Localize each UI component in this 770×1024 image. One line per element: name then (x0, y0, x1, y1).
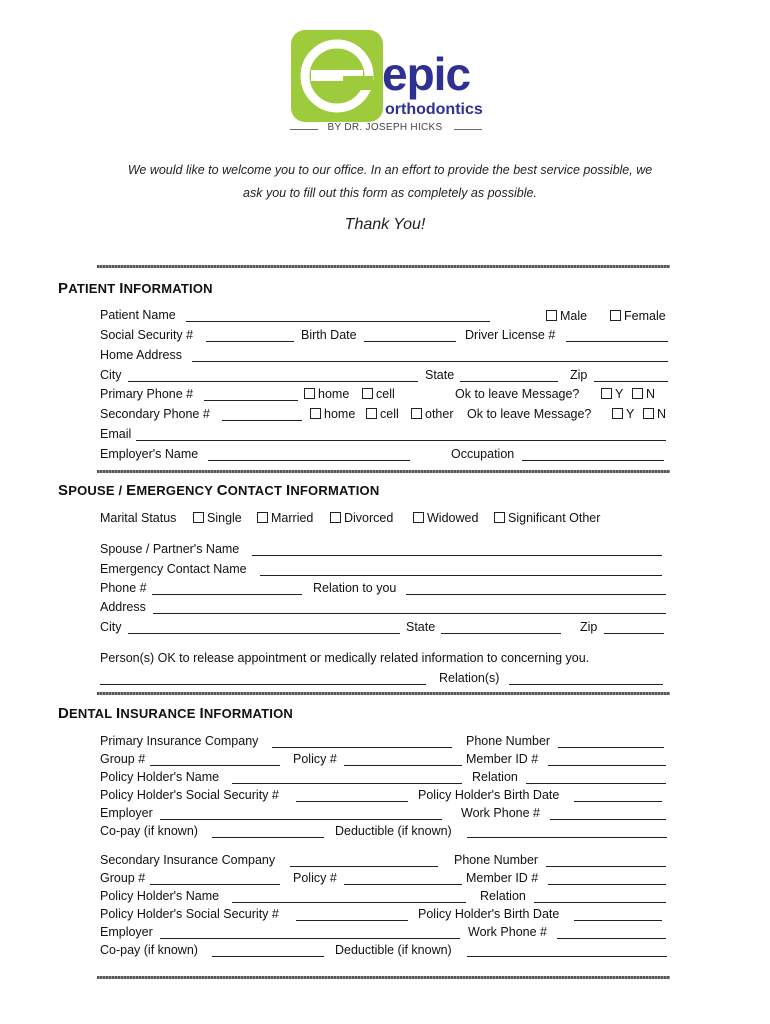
male-checkbox[interactable] (546, 310, 557, 321)
employer-field[interactable] (208, 460, 410, 461)
patient-heading: PATIENT INFORMATION (58, 280, 213, 297)
secondary-copay-label: Co-pay (if known) (100, 943, 198, 957)
primary-phone-field[interactable] (204, 400, 298, 401)
secondary-holder-birth-label: Policy Holder's Birth Date (418, 907, 560, 921)
patient-name-field[interactable] (186, 321, 490, 322)
spouse-address-field[interactable] (153, 613, 666, 614)
zip-field[interactable] (594, 381, 668, 382)
intro-line-2: ask you to fill out this form as completely as possible. (243, 186, 537, 200)
patient-name-label: Patient Name (100, 308, 176, 322)
secondary-cell-option[interactable]: cell (366, 406, 399, 422)
checkbox[interactable] (601, 388, 612, 399)
primary-holder-name-field[interactable] (232, 783, 462, 784)
divider (97, 976, 670, 979)
primary-policy-field[interactable] (344, 765, 462, 766)
state-label: State (425, 368, 455, 382)
secondary-phone-field[interactable] (222, 420, 302, 421)
primary-no-option[interactable]: N (632, 386, 655, 402)
partner-name-field[interactable] (252, 555, 662, 556)
checkbox[interactable] (413, 512, 424, 523)
secondary-group-label: Group # (100, 871, 146, 885)
primary-phone-number-field[interactable] (558, 747, 664, 748)
occupation-field[interactable] (522, 460, 664, 461)
secondary-yes-option[interactable]: Y (612, 406, 634, 422)
primary-holder-birth-label: Policy Holder's Birth Date (418, 788, 560, 802)
secondary-work-phone-label: Work Phone # (468, 925, 547, 939)
primary-member-id-label: Member ID # (466, 752, 539, 766)
primary-deductible-field[interactable] (467, 837, 667, 838)
secondary-company-field[interactable] (290, 866, 438, 867)
marital-status-label: Marital Status (100, 511, 177, 525)
employer-label: Employer's Name (100, 447, 199, 461)
primary-home-option[interactable]: home (304, 386, 349, 402)
birth-date-field[interactable] (364, 341, 456, 342)
spouse-zip-label: Zip (580, 620, 598, 634)
secondary-relation-label: Relation (480, 889, 526, 903)
divider (97, 692, 670, 695)
primary-policy-label: Policy # (293, 752, 337, 766)
primary-employer-field[interactable] (160, 819, 442, 820)
primary-company-field[interactable] (272, 747, 452, 748)
checkbox[interactable] (310, 408, 321, 419)
secondary-deductible-field[interactable] (467, 956, 667, 957)
significant-other-option[interactable]: Significant Other (494, 510, 600, 526)
primary-relation-label: Relation (472, 770, 518, 784)
secondary-other-option[interactable]: other (411, 406, 454, 422)
divorced-option[interactable]: Divorced (330, 510, 393, 526)
spouse-phone-label: Phone # (100, 581, 147, 595)
single-option[interactable]: Single (193, 510, 242, 526)
logo-byline: BY DR. JOSEPH HICKS (327, 122, 443, 133)
checkbox[interactable] (632, 388, 643, 399)
primary-cell-option[interactable]: cell (362, 386, 395, 402)
city-label: City (100, 368, 122, 382)
email-label: Email (100, 427, 132, 441)
secondary-company-label: Secondary Insurance Company (100, 853, 276, 867)
checkbox[interactable] (193, 512, 204, 523)
primary-work-phone-field[interactable] (550, 819, 666, 820)
driver-license-field[interactable] (566, 341, 668, 342)
partner-name-label: Spouse / Partner's Name (100, 542, 240, 556)
checkbox[interactable] (257, 512, 268, 523)
female-option[interactable]: Female (610, 308, 666, 324)
secondary-holder-birth-field[interactable] (574, 920, 662, 921)
checkbox[interactable] (304, 388, 315, 399)
checkbox[interactable] (612, 408, 623, 419)
primary-holder-name-label: Policy Holder's Name (100, 770, 220, 784)
spouse-city-field[interactable] (128, 633, 400, 634)
secondary-holder-ssn-field[interactable] (296, 920, 408, 921)
checkbox[interactable] (411, 408, 422, 419)
secondary-holder-name-label: Policy Holder's Name (100, 889, 220, 903)
secondary-employer-label: Employer (100, 925, 153, 939)
home-address-field[interactable] (192, 361, 668, 362)
primary-company-label: Primary Insurance Company (100, 734, 259, 748)
epic-e-mark (291, 30, 383, 122)
logo-sub-text: orthodontics (385, 101, 483, 118)
secondary-ok-msg-label: Ok to leave Message? (467, 407, 592, 421)
secondary-home-option[interactable]: home (310, 406, 355, 422)
thank-you: Thank You! (344, 216, 426, 233)
emergency-name-label: Emergency Contact Name (100, 562, 247, 576)
secondary-relation-field[interactable] (534, 902, 666, 903)
spouse-state-label: State (406, 620, 436, 634)
checkbox[interactable] (643, 408, 654, 419)
secondary-phone-label: Secondary Phone # (100, 407, 210, 421)
ssn-label: Social Security # (100, 328, 194, 342)
relations-label: Relation(s) (439, 671, 500, 685)
primary-group-label: Group # (100, 752, 146, 766)
primary-ok-msg-label: Ok to leave Message? (455, 387, 580, 401)
checkbox[interactable] (494, 512, 505, 523)
secondary-holder-name-field[interactable] (232, 902, 466, 903)
secondary-policy-label: Policy # (293, 871, 337, 885)
primary-deductible-label: Deductible (if known) (335, 824, 452, 838)
spouse-state-field[interactable] (441, 633, 561, 634)
ssn-field[interactable] (206, 341, 294, 342)
divider (97, 265, 670, 268)
spouse-address-label: Address (100, 600, 146, 614)
logo-brand-text: epic (382, 48, 471, 100)
primary-group-field[interactable] (150, 765, 280, 766)
widowed-option[interactable]: Widowed (413, 510, 478, 526)
secondary-copay-field[interactable] (212, 956, 324, 957)
relation-to-you-label: Relation to you (313, 581, 397, 595)
email-field[interactable] (136, 440, 666, 441)
primary-copay-label: Co-pay (if known) (100, 824, 198, 838)
secondary-holder-ssn-label: Policy Holder's Social Security # (100, 907, 279, 921)
dental-heading: DENTAL INSURANCE INFORMATION (58, 705, 293, 722)
primary-holder-birth-field[interactable] (574, 801, 662, 802)
primary-phone-label: Primary Phone # (100, 387, 194, 401)
primary-copay-field[interactable] (212, 837, 324, 838)
secondary-work-phone-field[interactable] (557, 938, 666, 939)
secondary-phone-number-field[interactable] (546, 866, 666, 867)
checkbox[interactable] (362, 388, 373, 399)
release-label: Person(s) OK to release appointment or medically related information to concerning you. (100, 651, 590, 665)
spouse-heading: SPOUSE / EMERGENCY CONTACT INFORMATION (58, 482, 380, 499)
married-option[interactable]: Married (257, 510, 313, 526)
female-checkbox[interactable] (610, 310, 621, 321)
primary-work-phone-label: Work Phone # (461, 806, 540, 820)
secondary-member-id-field[interactable] (548, 884, 666, 885)
relations-field[interactable] (509, 684, 663, 685)
spouse-phone-field[interactable] (152, 594, 302, 595)
checkbox[interactable] (366, 408, 377, 419)
release-persons-field[interactable] (100, 684, 426, 685)
divider (97, 470, 670, 473)
state-field[interactable] (460, 381, 558, 382)
primary-yes-option[interactable]: Y (601, 386, 623, 402)
occupation-label: Occupation (451, 447, 515, 461)
spouse-zip-field[interactable] (604, 633, 664, 634)
secondary-deductible-label: Deductible (if known) (335, 943, 452, 957)
secondary-employer-field[interactable] (160, 938, 460, 939)
zip-label: Zip (570, 368, 588, 382)
primary-phone-number-label: Phone Number (466, 734, 551, 748)
primary-employer-label: Employer (100, 806, 153, 820)
home-address-label: Home Address (100, 348, 182, 362)
primary-holder-ssn-field[interactable] (296, 801, 408, 802)
secondary-no-option[interactable]: N (643, 406, 666, 422)
primary-relation-field[interactable] (526, 783, 666, 784)
checkbox[interactable] (330, 512, 341, 523)
intro-line-1: We would like to welcome you to our office. In an effort to provide the best service possible, we (127, 163, 653, 177)
primary-member-id-field[interactable] (548, 765, 666, 766)
primary-holder-ssn-label: Policy Holder's Social Security # (100, 788, 279, 802)
emergency-name-field[interactable] (260, 575, 662, 576)
city-field[interactable] (128, 381, 418, 382)
secondary-group-field[interactable] (150, 884, 280, 885)
secondary-policy-field[interactable] (344, 884, 462, 885)
male-option[interactable]: Male (546, 308, 587, 324)
driver-license-label: Driver License # (465, 328, 556, 342)
birth-date-label: Birth Date (301, 328, 357, 342)
spouse-city-label: City (100, 620, 122, 634)
secondary-phone-number-label: Phone Number (454, 853, 539, 867)
secondary-member-id-label: Member ID # (466, 871, 539, 885)
relation-to-you-field[interactable] (406, 594, 666, 595)
